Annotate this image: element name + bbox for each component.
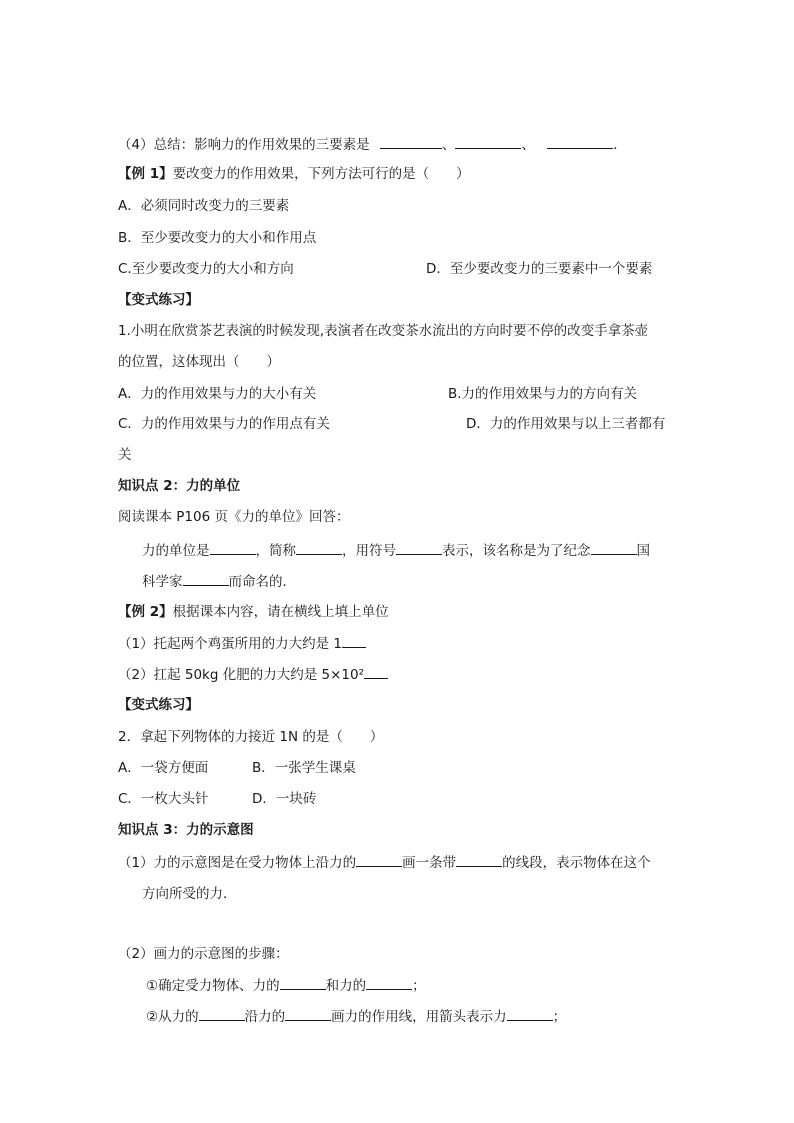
text: ②从力的 (146, 1009, 199, 1025)
option-c: C．力的作用效果与力的作用点有关 (118, 416, 330, 432)
text: （1）力的示意图是在受力物体上沿力的 (118, 855, 357, 871)
blank[interactable] (199, 1006, 245, 1021)
summary-text: （4）总结：影响力的作用效果的三要素是 (118, 137, 370, 153)
text: （1）托起两个鸡蛋所用的力大约是 1 (118, 636, 342, 652)
blank[interactable] (210, 540, 256, 555)
blank[interactable] (296, 540, 342, 555)
text: 沿力的 (244, 1009, 286, 1025)
example-tag: 【例 1】 (118, 166, 173, 182)
question-2: 2．拿起下列物体的力接近 1N 的是（ ） (118, 729, 384, 745)
option-c: C.至少要改变力的大小和方向 (118, 261, 294, 277)
example-2-item-2 (118, 664, 388, 685)
period: ． (613, 137, 627, 153)
text: ； (552, 1009, 567, 1025)
text: 画一条带 (402, 855, 457, 871)
text: 而命名的． (228, 574, 296, 590)
blank[interactable] (280, 975, 326, 990)
text: 的线段，表示物体在这个 (502, 855, 651, 871)
blank[interactable] (366, 975, 412, 990)
text: ①确定受力物体、力的 (146, 978, 280, 994)
blank[interactable] (455, 134, 521, 149)
blank[interactable] (396, 540, 442, 555)
example-2-item-1 (118, 633, 366, 654)
sep: 、 (521, 137, 535, 153)
text: ，用符号 (342, 543, 396, 559)
question-text: 根据课本内容，请在横线上填上单位 (172, 604, 389, 620)
option-d: D．至少要改变力的三要素中一个要素 (426, 261, 653, 277)
blank[interactable] (183, 571, 229, 586)
blank[interactable] (364, 664, 388, 679)
knowledge-point-3-title: 知识点 3：力的示意图 (118, 822, 254, 838)
example-1-question (118, 164, 470, 184)
blank[interactable] (342, 633, 366, 648)
text: 表示，该名称是为了纪念 (442, 543, 591, 559)
option-d: D．力的作用效果与以上三者都有 (466, 416, 666, 432)
diagram-definition-line-1 (118, 852, 651, 873)
blank[interactable] (547, 134, 613, 149)
question-1-line-1: 1.小明在欣赏茶艺表演的时候发现,表演者在改变茶水流出的方向时要不停的改变手拿茶壶 (118, 323, 649, 339)
option-b: B．一张学生课桌 (252, 760, 356, 776)
text: 画力的作用线，用箭头表示力 (331, 1009, 507, 1025)
text: （2）扛起 50kg 化肥的力大约是 5×10² (118, 667, 365, 683)
option-d: D．一块砖 (252, 791, 317, 807)
steps-heading: （2）画力的示意图的步骤： (118, 946, 289, 962)
blank[interactable] (380, 134, 442, 149)
question-text: 要改变力的作用效果，下列方法可行的是（ ） (172, 166, 470, 182)
text: 力的单位是 (142, 543, 210, 559)
option-b: B．至少要改变力的大小和作用点 (118, 230, 317, 246)
sep: 、 (441, 137, 456, 153)
text: 国 (636, 543, 650, 559)
option-a: A．必须同时改变力的三要素 (118, 198, 290, 214)
example-2-question (118, 602, 389, 622)
unit-fill-line-2 (142, 571, 296, 592)
blank[interactable] (356, 852, 402, 867)
summary-line (118, 134, 627, 155)
option-a: A．一袋方便面 (118, 760, 209, 776)
option-b: B.力的作用效果与力的方向有关 (448, 386, 638, 402)
step-1 (146, 975, 426, 996)
section-title: 【变式练习】 (118, 292, 199, 308)
text: ，简称 (255, 543, 296, 559)
question-1-line-2: 的位置，这体现出（ ） (118, 354, 280, 370)
example-tag: 【例 2】 (118, 604, 173, 620)
blank[interactable] (507, 1006, 553, 1021)
option-c: C．一枚大头针 (118, 791, 209, 807)
diagram-definition-line-2: 方向所受的力． (142, 886, 237, 902)
knowledge-point-2-title: 知识点 2：力的单位 (118, 478, 241, 494)
option-a: A．力的作用效果与力的大小有关 (118, 386, 317, 402)
option-d-cont: 关 (118, 447, 132, 463)
unit-fill-line-1 (142, 540, 650, 561)
blank[interactable] (456, 852, 502, 867)
section-title: 【变式练习】 (118, 697, 199, 713)
text: 和力的 (325, 978, 367, 994)
reading-instruction: 阅读课本 P106 页《力的单位》回答： (118, 509, 350, 525)
text: 科学家 (142, 574, 183, 590)
step-2 (146, 1006, 566, 1027)
blank[interactable] (285, 1006, 331, 1021)
text: ； (412, 978, 426, 994)
blank[interactable] (591, 540, 637, 555)
